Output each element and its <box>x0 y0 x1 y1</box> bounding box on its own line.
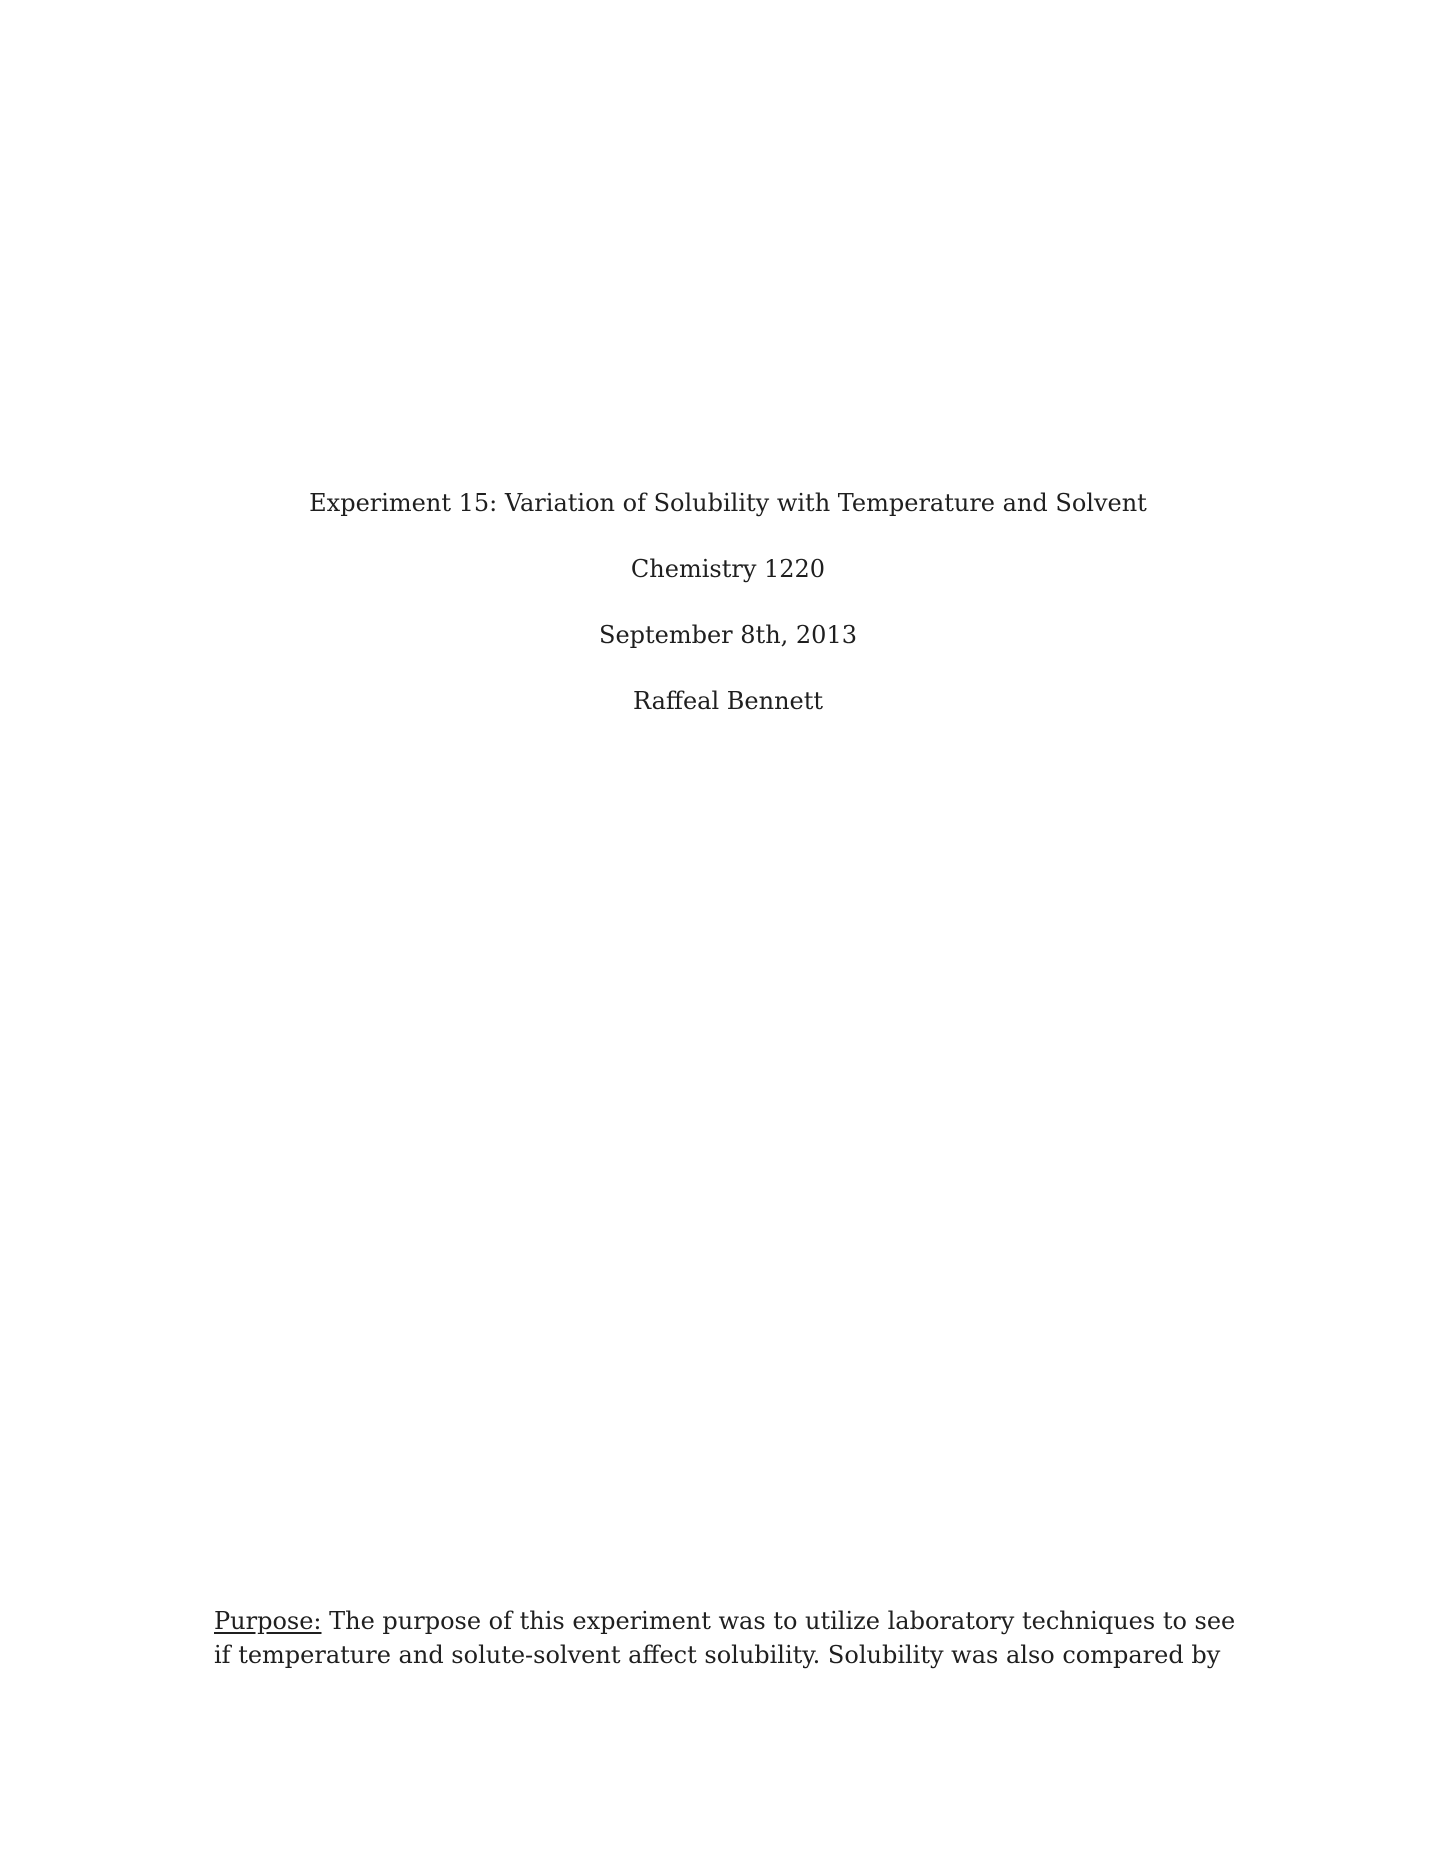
author-name: Raffeal Bennett <box>632 687 824 715</box>
purpose-line-2: if temperature and solute-solvent affect solubility. Solubility was also compared by <box>214 1641 1221 1669</box>
report-date: September 8th, 2013 <box>599 621 857 649</box>
cover-title-block <box>0 470 1456 734</box>
course-name: Chemistry 1220 <box>630 555 826 583</box>
purpose-label: Purpose: <box>214 1607 322 1635</box>
report-title: Experiment 15: Variation of Solubility with Temperature and Solvent <box>309 489 1147 517</box>
purpose-paragraph <box>214 1604 1264 1672</box>
purpose-line-1 <box>214 1604 1264 1638</box>
purpose-text-1: The purpose of this experiment was to utilize laboratory techniques to see <box>321 1607 1236 1635</box>
